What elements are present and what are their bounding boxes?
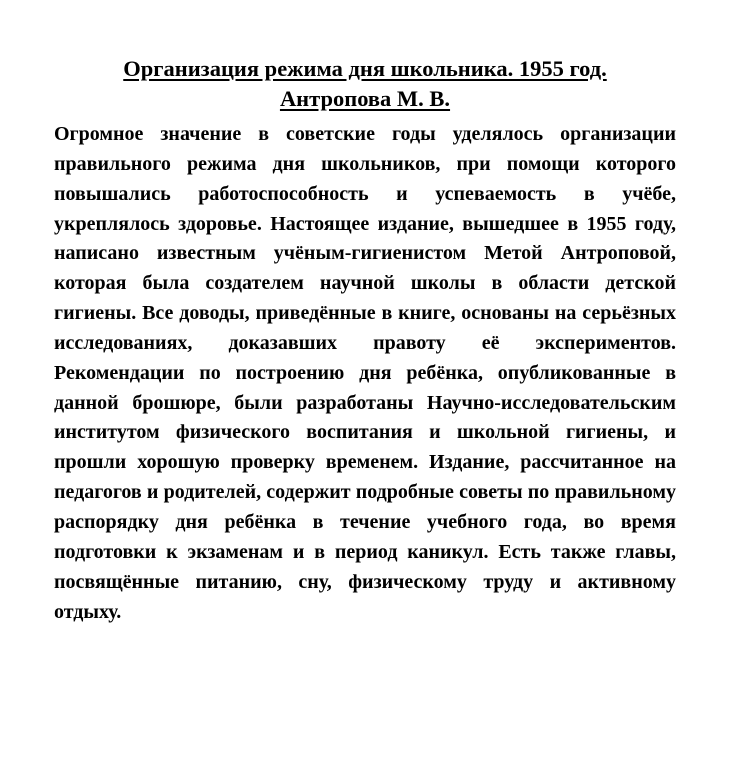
title-line-2: Антропова М. В. [279, 86, 451, 111]
document-title [54, 54, 676, 114]
title-line-1: Организация режима дня школьника. 1955 год. [123, 56, 607, 81]
body-paragraph: Огромное значение в советские годы уделялось организации правильного режима дня школьников, при помощи которого повышались работоспособность и успеваемость в учёбе, укреплялось здоровье. Настоящее издание, вышедшее в 1955 году, написано известным учёным-гигиенистом Метой Антроповой, которая была создателем научной школы в области детской гигиены. Все доводы, приведённые в книге, основаны на серьёзных исследованиях, доказавших правоту её экспериментов. Рекомендации по построению дня ребёнка, опубликованные в данной брошюре, были разработаны Научно-исследовательским институтом физического воспитания и школьной гигиены, и прошли хорошую проверку временем. Издание, рассчитанное на педагогов и родителей, содержит подробные советы по правильному распорядку дня ребёнка в течение учебного года, во время подготовки к экзаменам и в период каникул. Есть также главы, посвящённые питанию, сну, физическому труду и активному отдыху. [54, 123, 676, 623]
document-page [54, 54, 676, 627]
